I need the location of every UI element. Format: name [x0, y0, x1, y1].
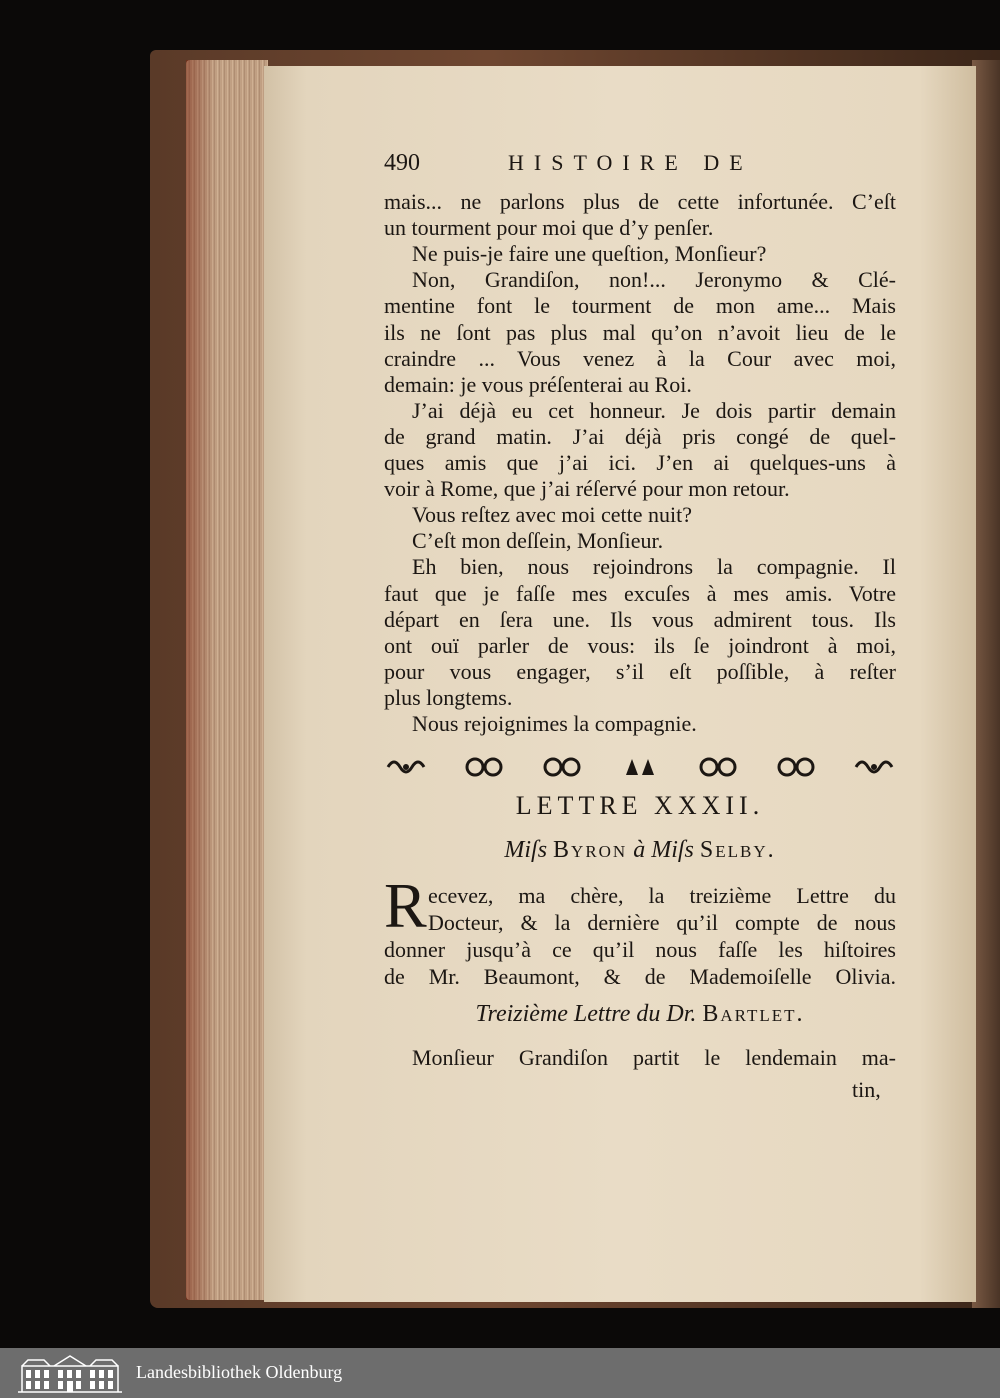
text-line: Docteur, & la dernière qu’il compte de nous	[428, 910, 896, 935]
ornament-icon	[696, 755, 740, 779]
address-a: à	[633, 837, 646, 863]
ornament-icon	[618, 755, 662, 779]
text-line: mais... ne parlons plus de cette infortunée. C’eſt	[384, 189, 896, 214]
library-footer	[0, 1348, 1000, 1398]
page-header	[384, 148, 804, 178]
address-miss-1: Miſs	[504, 837, 548, 863]
ornament-icon	[774, 755, 818, 779]
ornament-icon	[852, 755, 896, 779]
text-line: J’ai déjà eu cet honneur. Je dois partir demain	[412, 397, 896, 423]
text-line: Eh bien, nous rejoindrons la compagnie. Il	[412, 554, 896, 580]
text-line: mentine font le tourment de mon ame... Mais	[384, 293, 896, 319]
text-line: ont ouï parler de vous: ils ſe joindront à moi,	[384, 632, 896, 658]
ornament-icon	[540, 755, 584, 779]
drop-cap: R	[384, 870, 427, 941]
text-line: C’eſt mon deſſein, Monſieur.	[412, 528, 664, 554]
closing-line: Monſieur Grandiſon partit le lendemain ma-	[412, 1045, 896, 1070]
address-miss-2: Miſs	[651, 837, 694, 863]
catchword: tin,	[852, 1077, 881, 1102]
page-number: 490	[384, 150, 420, 176]
text-line: Vous reſtez avec moi cette nuit?	[412, 502, 692, 528]
page-edges-shade	[186, 60, 216, 1300]
running-title: HISTOIRE DE	[508, 150, 753, 175]
text-line: Ne puis-je faire une queſtion, Monſieur?	[412, 241, 767, 267]
text-line: Non, Grandiſon, non!... Jeronymo & Clé-	[412, 267, 896, 293]
library-building-icon	[14, 1352, 126, 1394]
library-name: Landesbibliothek Oldenburg	[136, 1362, 343, 1382]
text-line: un tourment pour moi que d’y penſer.	[384, 215, 714, 241]
book-right-edge	[972, 60, 1000, 1308]
text-line: ecevez, ma chère, la treizième Lettre du	[428, 883, 896, 908]
text-line: faut que je faſſe mes excuſes à mes amis. Votre	[384, 580, 896, 606]
text-line: plus longtems.	[384, 684, 513, 710]
text-line: Nous rejoignimes la compagnie.	[412, 711, 697, 736]
letter-heading: LETTRE XXXII.	[515, 791, 765, 820]
text-line: voir à Rome, que j’ai réſervé pour mon retour.	[384, 476, 790, 502]
ornament-divider	[384, 750, 896, 784]
text-line: de grand matin. J’ai déjà pris congé de quel-	[384, 423, 896, 449]
text-line: de Mr. Beaumont, & de Mademoiſelle Olivia.	[384, 964, 896, 989]
letter-address	[384, 833, 896, 867]
text-line: demain: je vous préſenterai au Roi.	[384, 371, 692, 397]
ornament-icon	[384, 755, 428, 779]
text-line: ils ne ſont pas plus mal qu’on n’avoit lieu de le	[384, 319, 896, 345]
address-name-2: Selby.	[699, 837, 776, 863]
text-line: ques amis que j’ai ici. J’en ai quelques-uns à	[384, 450, 896, 475]
address-name-1: Byron	[553, 837, 628, 863]
text-line: craindre ... Vous venez à la Cour avec moi,	[384, 345, 896, 371]
subheading-name: Bartlet.	[702, 1001, 805, 1027]
text-line: donner jusqu’à ce qu’il nous faſſe les hiſtoires	[384, 937, 896, 962]
ornament-icon	[462, 755, 506, 779]
text-line: pour vous engager, s’il eſt poſſible, à reſter	[384, 658, 896, 684]
subheading-title: Treizième Lettre du Dr.	[475, 1001, 697, 1027]
text-line: départ en ſera une. Ils vous admirent tous. Ils	[384, 606, 896, 632]
letter-subheading	[384, 997, 896, 1031]
